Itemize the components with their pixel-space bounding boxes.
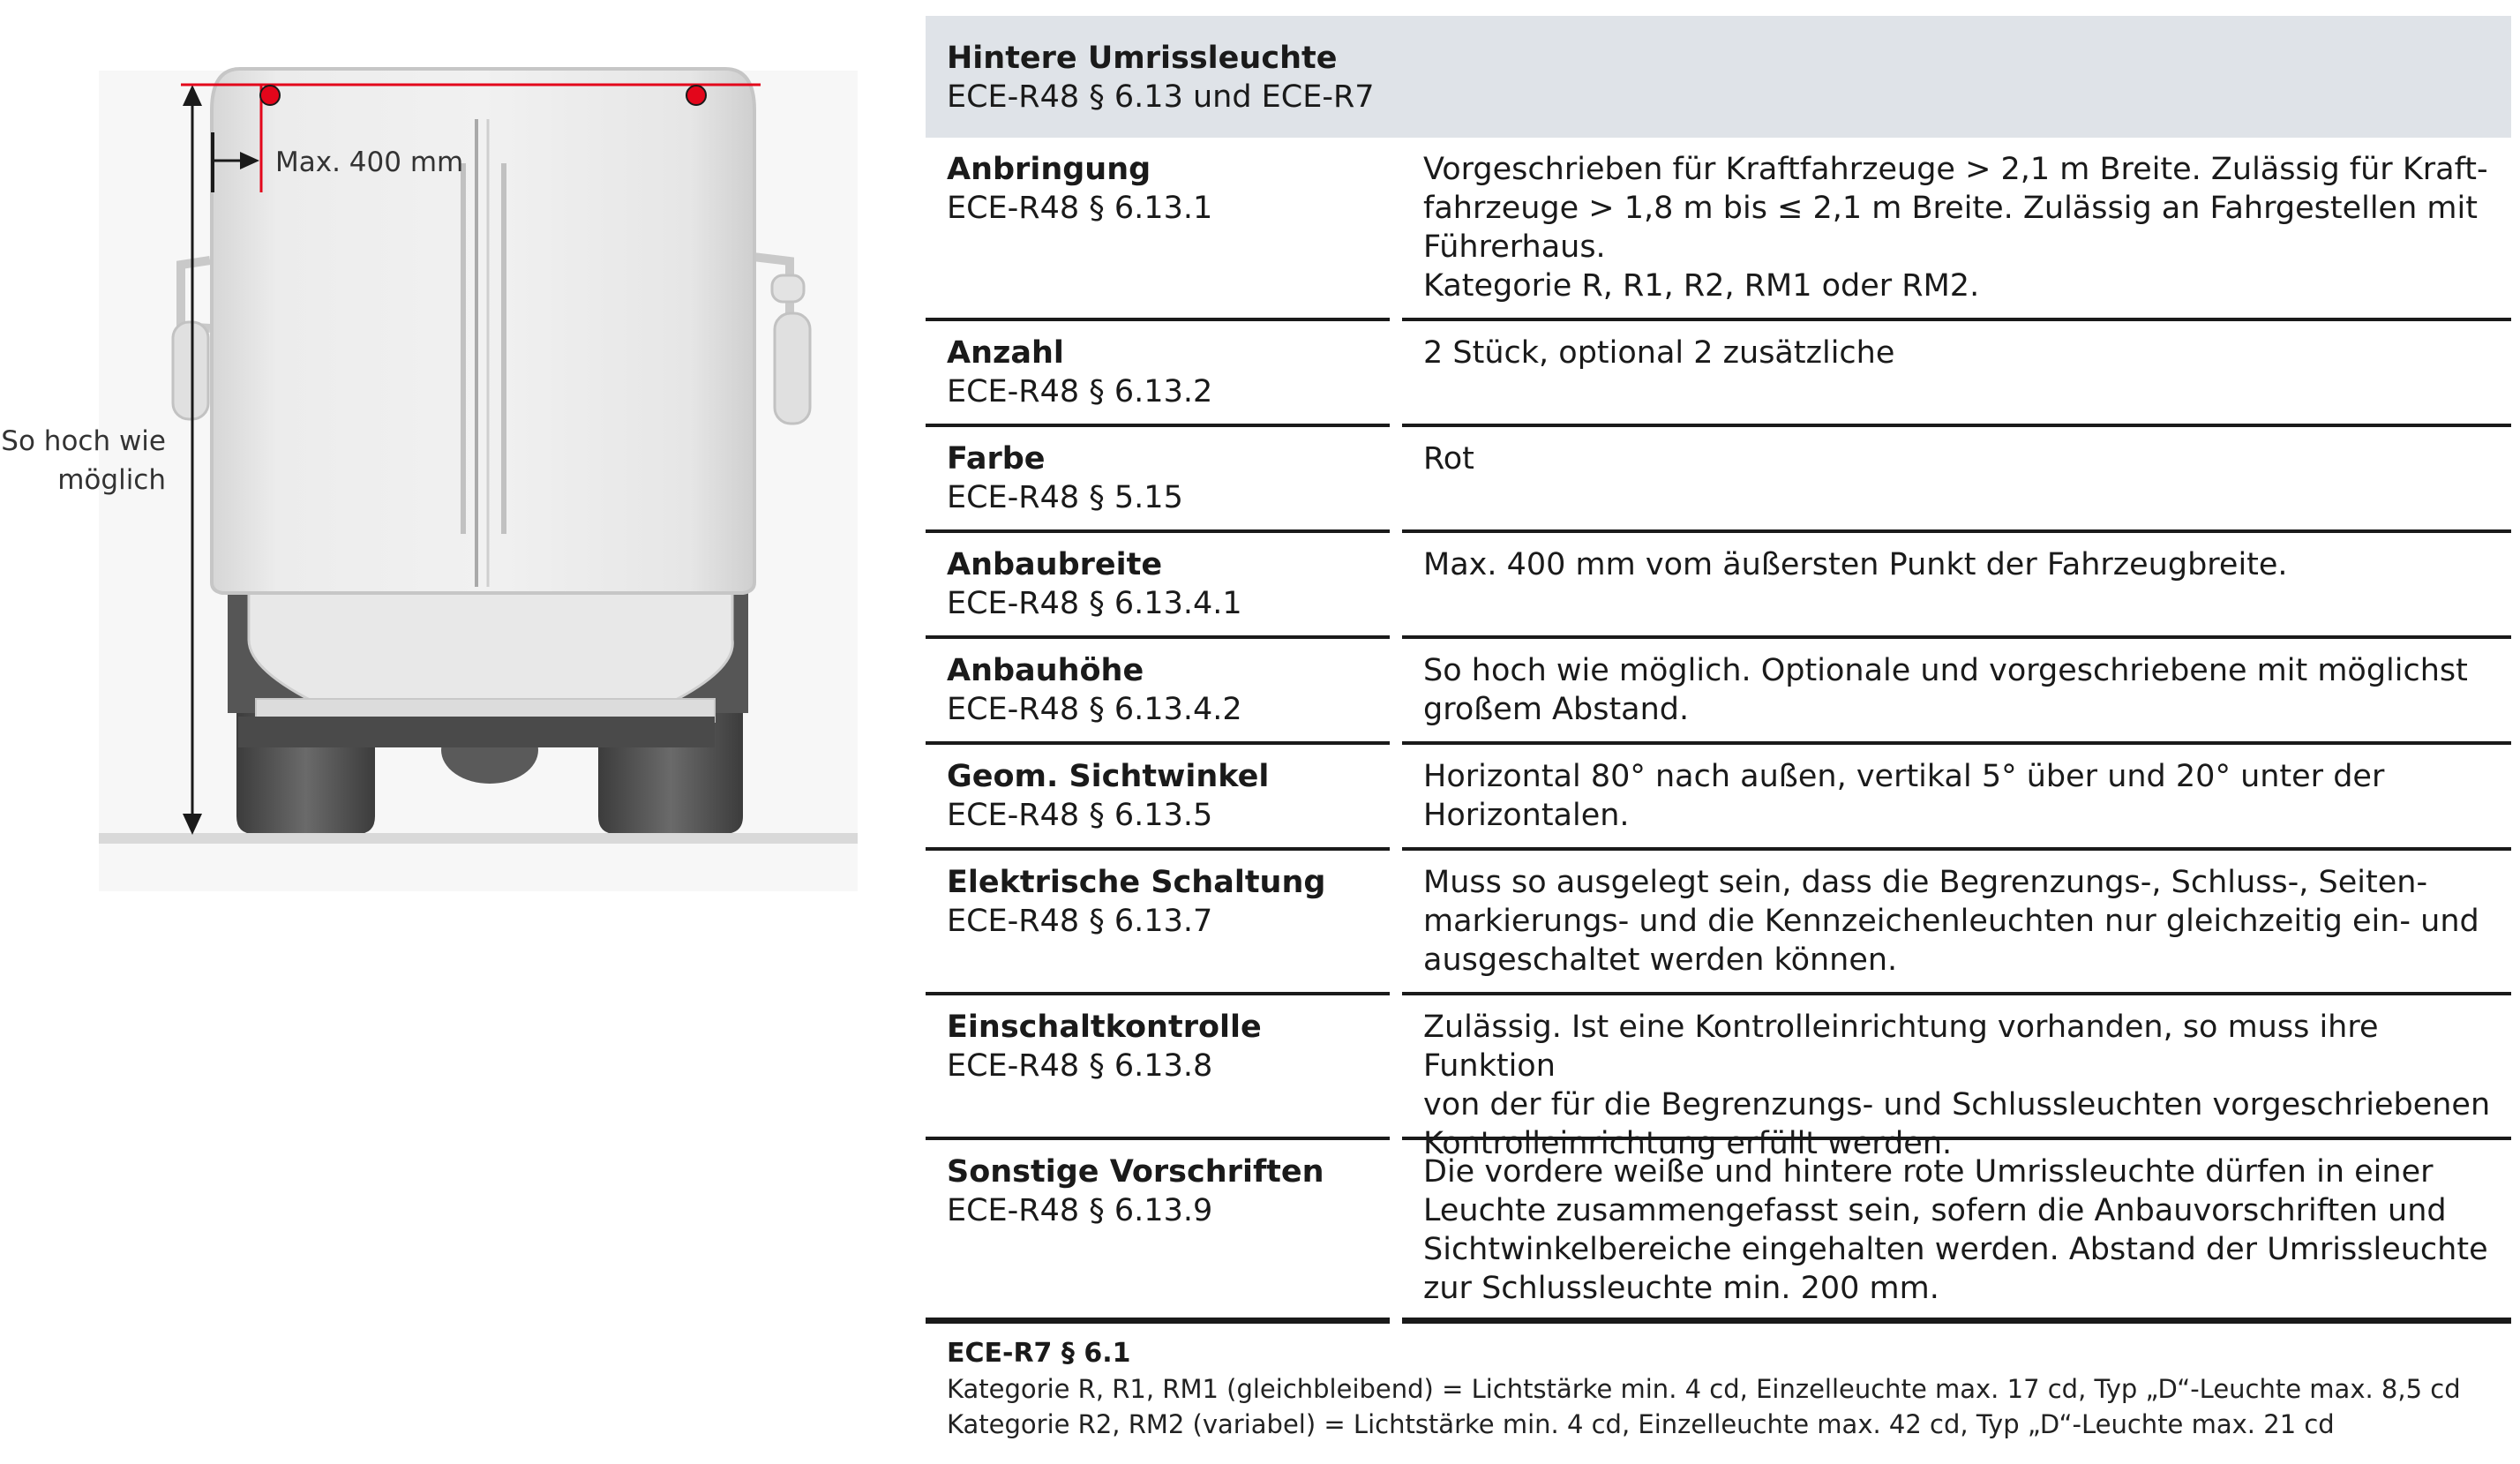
row-value-cell [1402, 138, 2511, 321]
row-label: Sonstige Vorschriften [947, 1154, 1324, 1190]
row-value-line: großem Abstand. [1423, 692, 1690, 727]
row-label-cell [926, 639, 1390, 745]
table-subtitle: ECE-R48 § 6.13 und ECE-R7 [947, 79, 1375, 115]
truck-rear-illustration [0, 0, 882, 900]
row-reference: ECE-R48 § 6.13.9 [947, 1193, 1213, 1228]
row-value-line: Die vordere weiße und hintere rote Umrissleuchte dürfen in einer [1423, 1154, 2434, 1190]
row-value-line: Kontrolleinrichtung erfüllt werden. [1423, 1126, 1953, 1161]
width-dimension-label: Max. 400 mm [275, 146, 464, 178]
row-label: Einschaltkontrolle [947, 1010, 1262, 1045]
row-reference: ECE-R48 § 5.15 [947, 480, 1183, 515]
table-row [926, 745, 2511, 851]
row-reference: ECE-R48 § 6.13.7 [947, 904, 1213, 939]
row-value-line: Kategorie R, R1, R2, RM1 oder RM2. [1423, 268, 1980, 304]
chassis [228, 589, 748, 747]
table-row [926, 533, 2511, 639]
row-label-cell [926, 533, 1390, 639]
row-value-line: markierungs- und die Kennzeichenleuchten nur gleichzeitig ein- und [1423, 904, 2479, 939]
footnote-title: ECE-R7 § 6.1 [947, 1338, 1131, 1369]
row-label: Anbringung [947, 152, 1151, 187]
footnote [926, 1324, 2511, 1442]
row-value-line: Rot [1423, 441, 1474, 477]
row-reference: ECE-R48 § 6.13.5 [947, 798, 1213, 833]
ground-line [99, 833, 858, 844]
height-dimension-label [0, 422, 166, 499]
footnote-line: Kategorie R2, RM2 (variabel) = Lichtstärke min. 4 cd, Einzelleuchte max. 42 cd, Typ „D“-Leuchte max. 21 cd [947, 1409, 2335, 1439]
row-label: Anbauhöhe [947, 653, 1144, 688]
row-label-cell [926, 427, 1390, 533]
row-reference: ECE-R48 § 6.13.4.2 [947, 692, 1242, 727]
row-label-cell [926, 138, 1390, 321]
row-label: Anzahl [947, 335, 1064, 371]
table-row [926, 1140, 2511, 1324]
height-label-line: So hoch wie [1, 425, 166, 457]
row-value-cell [1402, 851, 2511, 995]
row-label: Elektrische Schaltung [947, 865, 1326, 900]
table-row [926, 321, 2511, 427]
door-handle-left [461, 163, 466, 534]
row-reference: ECE-R48 § 6.13.1 [947, 191, 1213, 226]
row-value-cell [1402, 639, 2511, 745]
row-value-line: Horizontalen. [1423, 798, 1630, 833]
row-value-line: Sichtwinkelbereiche eingehalten werden. Abstand der Umrissleuchte [1423, 1232, 2488, 1267]
row-label: Anbaubreite [947, 547, 1163, 582]
table-row [926, 851, 2511, 995]
row-label-cell [926, 745, 1390, 851]
table-row [926, 138, 2511, 321]
left-lamp [260, 86, 280, 105]
row-value-cell [1402, 427, 2511, 533]
table-row [926, 427, 2511, 533]
height-label-line: möglich [57, 464, 166, 496]
row-value-cell [1402, 745, 2511, 851]
door-handle-right [501, 163, 506, 534]
table-title: Hintere Umrissleuchte [947, 41, 1338, 76]
row-value-line: Zulässig. Ist eine Kontrolleinrichtung vorhanden, so muss ihre Funktion [1423, 1010, 2379, 1084]
row-value-line: Vorgeschrieben für Kraftfahrzeuge > 2,1 m Breite. Zulässig für Kraft- [1423, 152, 2488, 187]
table-row [926, 639, 2511, 745]
row-label-cell [926, 1140, 1390, 1324]
row-value-line: ausgeschaltet werden können. [1423, 942, 1898, 978]
row-value-line: Max. 400 mm vom äußersten Punkt der Fahrzeugbreite. [1423, 547, 2288, 582]
row-value-line: Führerhaus. [1423, 229, 1606, 265]
row-value-line: 2 Stück, optional 2 zusätzliche [1423, 335, 1895, 371]
row-value-cell [1402, 995, 2511, 1161]
row-value-line: von der für die Begrenzungs- und Schlussleuchten vorgeschriebenen [1423, 1087, 2491, 1122]
row-value-line: fahrzeuge > 1,8 m bis ≤ 2,1 m Breite. Zulässig an Fahrgestellen mit [1423, 191, 2478, 226]
spec-table [926, 16, 2511, 1442]
row-value-line: Leuchte zusammengefasst sein, sofern die Anbauvorschriften und [1423, 1193, 2447, 1228]
right-lamp [686, 86, 706, 105]
row-label-cell [926, 995, 1390, 1140]
row-value-line: Horizontal 80° nach außen, vertikal 5° über und 20° unter der [1423, 759, 2385, 794]
row-label-cell [926, 851, 1390, 995]
table-body [926, 138, 2511, 1324]
table-row [926, 995, 2511, 1161]
row-label: Farbe [947, 441, 1046, 477]
row-value-cell [1402, 321, 2511, 427]
row-reference: ECE-R48 § 6.13.2 [947, 374, 1213, 409]
row-value-line: Muss so ausgelegt sein, dass die Begrenzungs-, Schluss-, Seiten- [1423, 865, 2428, 900]
row-value-line: So hoch wie möglich. Optionale und vorgeschriebene mit möglichst [1423, 653, 2468, 688]
row-reference: ECE-R48 § 6.13.8 [947, 1048, 1213, 1084]
row-value-cell [1402, 533, 2511, 639]
row-reference: ECE-R48 § 6.13.4.1 [947, 586, 1242, 621]
row-value-cell [1402, 1140, 2511, 1324]
row-label-cell [926, 321, 1390, 427]
table-header [926, 16, 2511, 138]
row-value-line: zur Schlussleuchte min. 200 mm. [1423, 1271, 1939, 1306]
footnote-line: Kategorie R, R1, RM1 (gleichbleibend) = Lichtstärke min. 4 cd, Einzelleuchte max. 17 cd, Typ „D“-Leuchte max. 8,5 cd [947, 1374, 2461, 1404]
row-label: Geom. Sichtwinkel [947, 759, 1270, 794]
